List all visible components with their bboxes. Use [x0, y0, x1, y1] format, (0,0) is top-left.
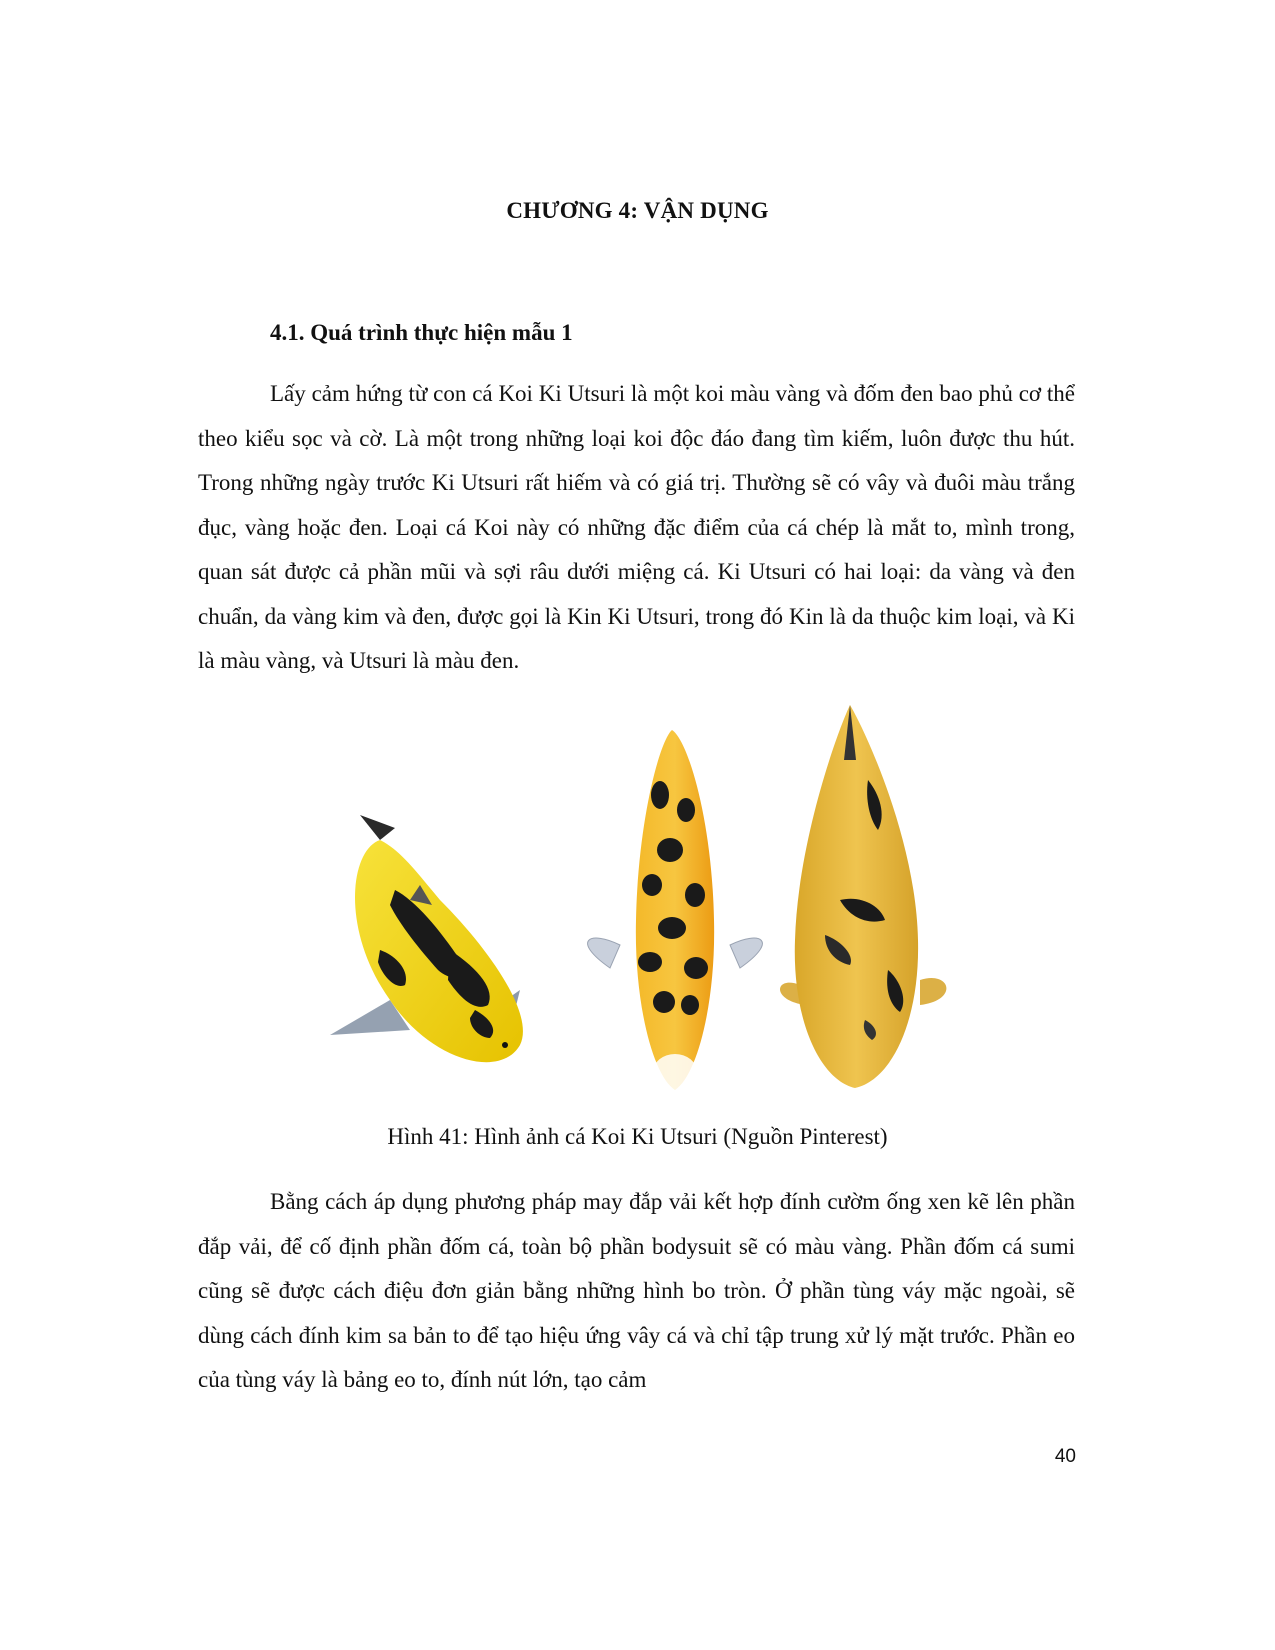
koi-image-3: [780, 705, 946, 1088]
section-heading: 4.1. Quá trình thực hiện mẫu 1: [270, 320, 573, 345]
page-number: 40: [1054, 1446, 1076, 1467]
chapter-title: CHƯƠNG 4: VẬN DỤNG: [506, 198, 769, 223]
koi-figure: [320, 700, 980, 1100]
figure-caption: Hình 41: Hình ảnh cá Koi Ki Utsuri (Nguồn Pinterest): [387, 1124, 888, 1149]
body-paragraph-2: Bằng cách áp dụng phương pháp may đắp vải kết hợp đính cườm ống xen kẽ lên phần đắp vải, để cố định phần đốm cá, toàn bộ phần bodysuit sẽ có màu vàng. Phần đốm cá sumi cũng sẽ được cách điệu đơn giản bằng những hình bo tròn. Ở phần tùng váy mặc ngoài, sẽ dùng cách đính kim sa bản to để tạo hiệu ứng vây cá và chỉ tập trung xử lý mặt trước. Phần eo của tùng váy là bảng eo to, đính nút lớn, tạo cảm: [198, 1189, 1075, 1392]
body-paragraph-1: Lấy cảm hứng từ con cá Koi Ki Utsuri là một koi màu vàng và đốm đen bao phủ cơ thể theo kiểu sọc và cờ. Là một trong những loại koi độc đáo đang tìm kiếm, luôn được thu hút. Trong những ngày trước Ki Utsuri rất hiếm và có giá trị. Thường sẽ có vây và đuôi màu trắng đục, vàng hoặc đen. Loại cá Koi này có những đặc điểm của cá chép là mắt to, mình trong, quan sát được cả phần mũi và sợi râu dưới miệng cá. Ki Utsuri có hai loại: da vàng và đen chuẩn, da vàng kim và đen, được gọi là Kin Ki Utsuri, trong đó Kin là da thuộc kim loại, và Ki là màu vàng, và Utsuri là màu đen.: [198, 381, 1075, 673]
koi-image-1: [330, 815, 523, 1062]
koi-image-2: [588, 730, 763, 1090]
